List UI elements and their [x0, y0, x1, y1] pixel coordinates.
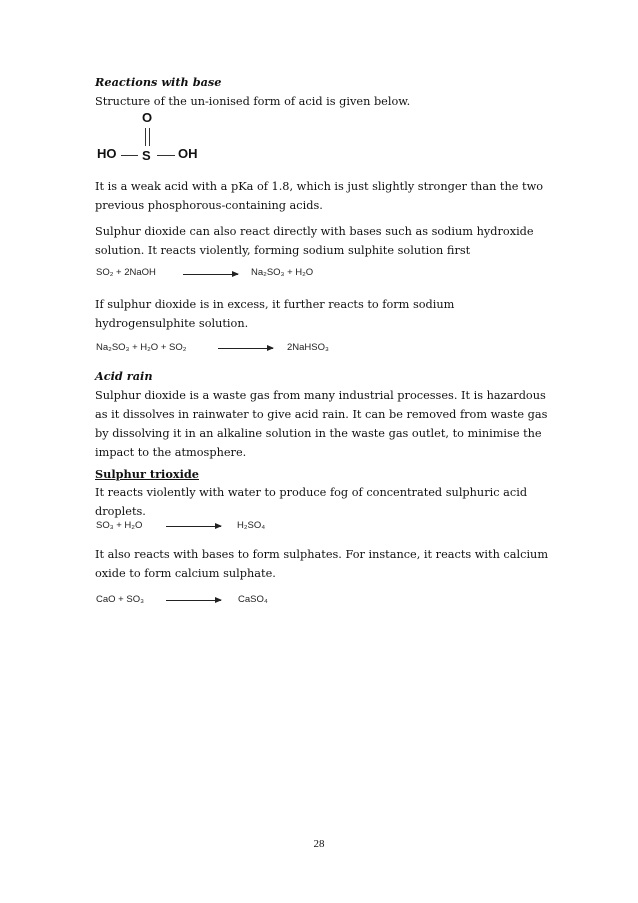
reaction-arrow	[183, 274, 238, 275]
acid-rain-paragraph: Sulphur dioxide is a waste gas from many industrial processes. It is hazardous as it dissolves in rainwater to give acid rain. It can be removed from waste gas by dissolving it in an alkaline solution in the waste gas outlet, to minimise the impact to the atmosphere.	[95, 389, 548, 459]
so3-bases-paragraph: It also reacts with bases to form sulphates. For instance, it reacts with calcium oxide to form calcium sulphate.	[95, 548, 549, 580]
equation-rhs: H₂SO₄	[237, 520, 266, 531]
heading-reactions-with-base: Reactions with base	[95, 75, 222, 89]
structure-intro: Structure of the un-ionised form of acid is given below.	[95, 95, 411, 108]
equation-rhs: Na₂SO₃ + H₂O	[251, 267, 314, 278]
so3-water-paragraph: It reacts violently with water to produce fog of concentrated sulphuric acid droplets.	[95, 486, 528, 518]
structure-sulfur: S	[142, 148, 151, 163]
reaction-arrow	[166, 600, 221, 601]
structure-ho: HO	[97, 146, 117, 161]
equation-lhs: SO₂ + 2NaOH	[96, 267, 156, 278]
heading-sulphur-trioxide: Sulphur trioxide	[95, 467, 199, 481]
structure-oxygen: O	[142, 110, 153, 125]
excess-so2-paragraph: If sulphur dioxide is in excess, it further reacts to form sodium hydrogensulphite solution.	[95, 298, 455, 330]
single-bond-left	[121, 155, 138, 156]
base-reaction-paragraph: Sulphur dioxide can also react directly with bases such as sodium hydroxide solution. It reacts violently, forming sodium sulphite solution first	[95, 225, 534, 257]
heading-acid-rain: Acid rain	[95, 369, 153, 383]
equation-rhs: CaSO₄	[238, 594, 268, 605]
single-bond-right	[157, 155, 175, 156]
pka-paragraph: It is a weak acid with a pKa of 1.8, which is just slightly stronger than the two previous phosphorous-containing acids.	[95, 180, 544, 212]
equation-rhs: 2NaHSO₃	[287, 342, 329, 353]
equation-lhs: CaO + SO₃	[96, 594, 144, 605]
reaction-arrow	[218, 348, 273, 349]
reaction-arrow	[166, 526, 221, 527]
double-bond-line-2	[149, 128, 150, 146]
double-bond-line-1	[145, 128, 146, 146]
equation-lhs: SO₃ + H₂O	[96, 520, 143, 531]
equation-lhs: Na₂SO₃ + H₂O + SO₂	[96, 342, 187, 353]
page-number: 28	[313, 838, 325, 850]
structure-oh: OH	[178, 146, 198, 161]
